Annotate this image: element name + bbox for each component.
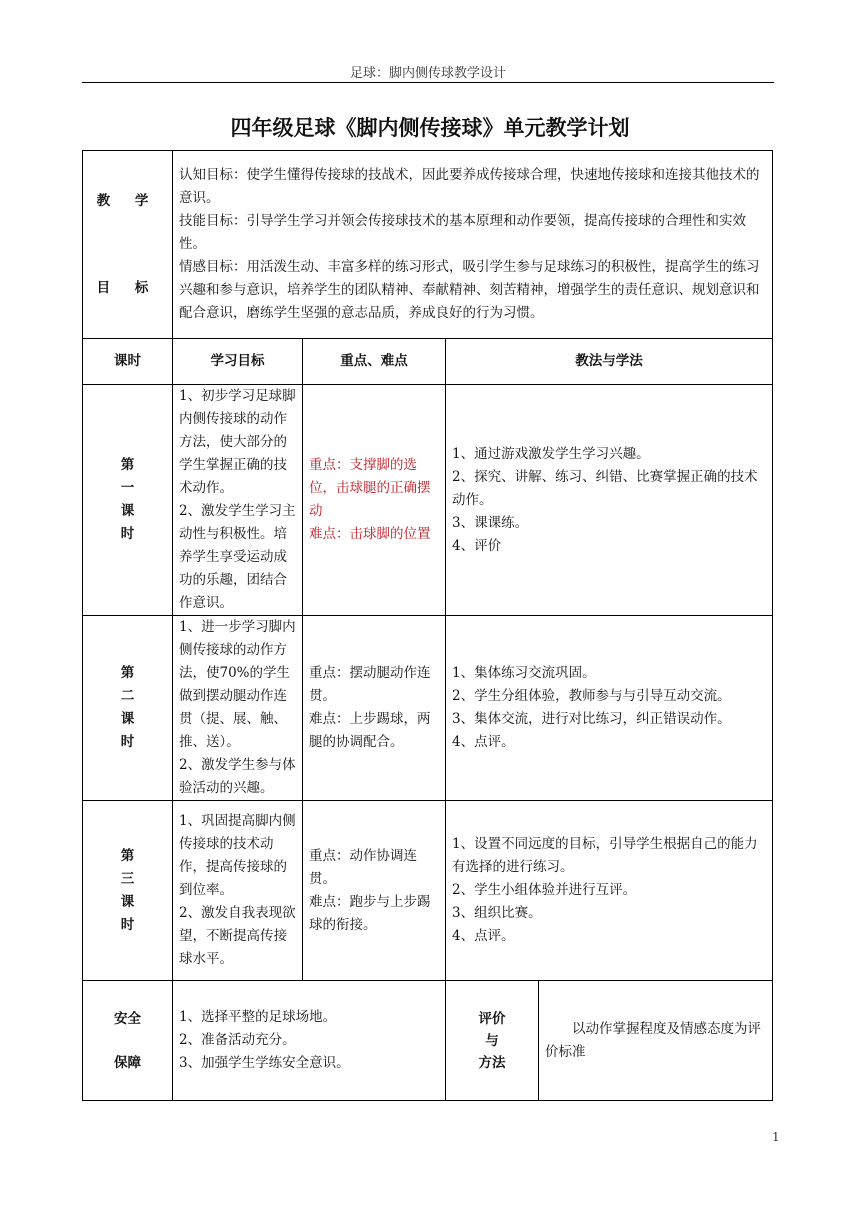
column-header: 学习目标 bbox=[173, 339, 303, 385]
key-point-item: 难点：上步踢球，两腿的协调配合。 bbox=[309, 711, 431, 750]
objectives-text bbox=[173, 151, 773, 339]
method-item: 3、集体交流，进行对比练习，纠正错误动作。 bbox=[452, 711, 731, 727]
lesson-goals bbox=[173, 801, 303, 981]
goal-item: 1、初步学习足球脚内侧传接球的动作方法，使大部分的学生掌握正确的技术动作。 bbox=[179, 388, 296, 496]
method-item: 4、评价 bbox=[452, 537, 502, 554]
evaluation-label bbox=[446, 981, 539, 1101]
evaluation-label-line: 与 bbox=[485, 1032, 499, 1049]
objectives-label bbox=[83, 151, 173, 339]
goal-item: 1、进一步学习脚内侧传接球的动作方法，使70%的学生做到摆动腿动作连贯（提、展、触、推、送）。 bbox=[179, 619, 296, 750]
lesson-row bbox=[83, 616, 773, 801]
lesson-label-char: 时 bbox=[120, 916, 135, 933]
safety-items bbox=[173, 981, 446, 1101]
goal-item: 2、激发自我表现欲望，不断提高传接球水平。 bbox=[179, 905, 296, 967]
lesson-label-char: 课 bbox=[120, 893, 135, 910]
method-item: 1、通过游戏激发学生学习兴趣。 bbox=[452, 445, 650, 462]
key-point-item: 难点：跑步与上步踢球的衔接。 bbox=[309, 893, 431, 933]
safety-item: 1、选择平整的足球场地。 bbox=[179, 1009, 337, 1025]
lesson-label bbox=[83, 616, 173, 801]
safety-item: 2、准备活动充分。 bbox=[179, 1032, 296, 1048]
lesson-label-char: 三 bbox=[120, 870, 135, 887]
document-title: 四年级足球《脚内侧传接球》单元教学计划 bbox=[230, 116, 630, 140]
column-header: 教法与学法 bbox=[446, 339, 773, 385]
lesson-key-points bbox=[303, 385, 446, 616]
method-item: 1、设置不同远度的目标，引导学生根据自己的能力有选择的进行练习。 bbox=[452, 836, 758, 875]
objectives-label-line1: 教 学 bbox=[96, 192, 159, 209]
lesson-label bbox=[83, 801, 173, 981]
lesson-goals bbox=[173, 385, 303, 616]
method-item: 3、课课练。 bbox=[452, 514, 529, 531]
lesson-label-char: 课 bbox=[120, 503, 135, 519]
lesson-key-points bbox=[303, 801, 446, 981]
goal-item: 2、激发学生参与体验活动的兴趣。 bbox=[179, 757, 296, 796]
evaluation-label-line: 方法 bbox=[478, 1054, 506, 1071]
lesson-label-char: 时 bbox=[120, 526, 135, 542]
teaching-plan-table bbox=[82, 150, 773, 1101]
column-header-row bbox=[83, 339, 773, 385]
method-item: 3、组织比赛。 bbox=[452, 905, 542, 921]
goal-item: 1、巩固提高脚内侧传接球的技术动作，提高传接球的到位率。 bbox=[179, 813, 296, 898]
safety-label-line: 保障 bbox=[114, 1054, 141, 1071]
key-point-item: 重点：支撑脚的选位，击球腿的正确摆动 bbox=[309, 457, 431, 519]
key-point-item: 重点：摆动腿动作连贯。 bbox=[309, 665, 431, 704]
lesson-methods bbox=[446, 385, 773, 616]
safety-label-line: 安全 bbox=[114, 1010, 141, 1027]
safety-item: 3、加强学生学练安全意识。 bbox=[179, 1055, 350, 1071]
column-header: 重点、难点 bbox=[303, 339, 446, 385]
method-item: 2、学生小组体验并进行互评。 bbox=[452, 882, 637, 898]
objective-item: 认知目标：使学生懂得传接球的技战术，因此要养成传接球合理，快速地传接球和连接其他技术的意识。 bbox=[179, 167, 760, 206]
method-item: 2、学生分组体验，教师参与与引导互动交流。 bbox=[452, 688, 731, 704]
lesson-label-char: 第 bbox=[120, 457, 135, 473]
objectives-row bbox=[83, 151, 773, 339]
evaluation-text: 以动作掌握程度及情感态度为评价标准 bbox=[539, 981, 773, 1101]
lesson-label-char: 二 bbox=[120, 688, 135, 704]
method-item: 4、点评。 bbox=[452, 928, 515, 944]
lesson-label-char: 时 bbox=[120, 734, 135, 750]
lesson-row bbox=[83, 801, 773, 981]
method-item: 2、探究、讲解、练习、纠错、比赛掌握正确的技术动作。 bbox=[452, 468, 758, 508]
evaluation-label-line: 评价 bbox=[478, 1010, 506, 1027]
lesson-methods bbox=[446, 801, 773, 981]
method-item: 1、集体练习交流巩固。 bbox=[452, 665, 596, 681]
lesson-goals bbox=[173, 616, 303, 801]
safety-row bbox=[83, 981, 773, 1101]
lesson-label-char: 第 bbox=[120, 847, 135, 864]
method-item: 4、点评。 bbox=[452, 734, 515, 750]
lesson-label bbox=[83, 385, 173, 616]
lesson-label-char: 第 bbox=[120, 665, 135, 681]
page-number: 1 bbox=[772, 1130, 780, 1144]
column-header: 课时 bbox=[83, 339, 173, 385]
lesson-key-points bbox=[303, 616, 446, 801]
lesson-row bbox=[83, 385, 773, 616]
objective-item: 情感目标：用活泼生动、丰富多样的练习形式，吸引学生参与足球练习的积极性，提高学生的练习兴趣和参与意识，培养学生的团队精神、奉献精神、刻苦精神，增强学生的责任意识、规划意识和配合意识，磨练学生坚强的意志品质，养成良好的行为习惯。 bbox=[179, 259, 760, 321]
lesson-label-char: 一 bbox=[120, 480, 135, 496]
objectives-label-line2: 目 标 bbox=[96, 279, 159, 296]
page-header: 足球：脚内侧传球教学设计 bbox=[349, 66, 506, 81]
safety-label bbox=[83, 981, 173, 1101]
objective-item: 技能目标：引导学生学习并领会传接球技术的基本原理和动作要领，提高传接球的合理性和实效性。 bbox=[179, 213, 746, 252]
key-point-item: 重点：动作协调连贯。 bbox=[309, 847, 417, 887]
key-point-item: 难点：击球脚的位置 bbox=[309, 526, 431, 542]
header-rule bbox=[82, 82, 774, 83]
lesson-methods bbox=[446, 616, 773, 801]
goal-item: 2、激发学生学习主动性与积极性。培养学生享受运动成功的乐趣，团结合作意识。 bbox=[179, 503, 296, 611]
lesson-label-char: 课 bbox=[120, 711, 135, 727]
